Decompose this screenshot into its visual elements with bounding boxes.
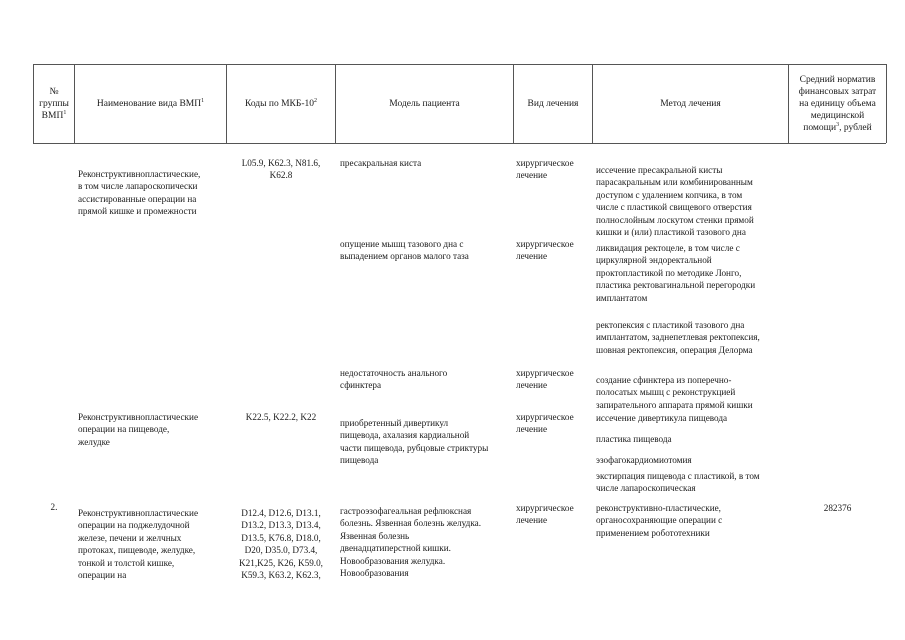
row3-method: реконструктивно-пластические, органосохраняющие операции с применением робототехники: [596, 503, 723, 538]
row1-method-2a: ликвидация ректоцеле, в том числе с циркулярной эндоректальной проктопластикой по методике Лонго, пластика ректовагинальной перегородки имплантатом: [596, 243, 756, 303]
row2-method-4: экстирпация пищевода с пластикой, в том числе лапароскопическая: [596, 471, 760, 494]
header-model: Модель пациента: [389, 98, 460, 109]
row1-method-2b: ректопексия с пластикой тазового дна имплантатом, заднепетлевая ректопексия, шовная ректопексия, операция Делорма: [596, 320, 760, 355]
row1-model-2: опущение мышц тазового дна с выпадением органов малого таза: [340, 239, 469, 262]
row1-method-3: создание сфинктера из поперечно- полосатых мышц с реконструкцией запирательного аппарата прямой кишки: [596, 375, 753, 410]
row2-method-2: пластика пищевода: [596, 434, 672, 444]
header-type: Вид лечения: [527, 98, 579, 109]
row2-method-3: эзофагокардиомиотомия: [596, 455, 692, 465]
row1-name: Реконструктивнопластические, в том числе лапароскопически ассистированные операции на прямой кишке и промежности: [78, 169, 201, 217]
row1-codes: L05.9, K62.3, N81.6, K62.8: [241, 158, 321, 181]
row3-name: Реконструктивнопластические операции на поджелудочной железе, печени и желчных протоках, пищеводе, желудке, тонкой и толстой кишке, операции на: [78, 508, 199, 581]
row3-cost: 282376: [823, 503, 852, 513]
header-method: Метод лечения: [660, 98, 721, 109]
row3-codes: D12.4, D12.6, D13.1, D13.2, D13.3, D13.4, D13.5, K76.8, D18.0, D20, D35.0, D73.4, K21,K25, K26, K59.0, K59.3, K63.2, K62.3,: [239, 508, 323, 581]
row2-method-1: иссечение дивертикула пищевода: [596, 413, 728, 423]
row1-model-1: пресакральная киста: [340, 158, 422, 168]
row1-type-2: хирургическое лечение: [516, 239, 574, 262]
row1-type-1: хирургическое лечение: [516, 158, 574, 181]
col-border: [886, 64, 887, 143]
header-cost: Средний норматив финансовых затрат на единицу объема медицинской помощи$^3$, рублей: [798, 74, 877, 133]
row1-type-3: хирургическое лечение: [516, 368, 574, 391]
table-header-bottom-border: [33, 143, 886, 144]
row1-method-1: иссечение пресакральной кисты парасакральным или комбинированным доступом с удалением копчика, в том числе с пластикой свищевого отверстия полнослойным лоскутом стенки прямой кишки и (или) пластикой тазового дна: [596, 165, 754, 238]
row2-name: Реконструктивнопластические операции на пищеводе, желудке: [78, 412, 199, 447]
header-group: № группы ВМП$^1$: [39, 86, 69, 121]
row3-group: 2.: [50, 502, 58, 512]
row2-codes: K22.5, K22.2, K22: [245, 412, 317, 422]
row2-type: хирургическое лечение: [516, 412, 574, 435]
header-name: Наименование вида ВМП$^1$: [96, 97, 205, 109]
row2-model: приобретенный дивертикул пищевода, ахалазия кардиальной части пищевода, рубцовые стриктуры пищевода: [340, 418, 489, 466]
row3-type: хирургическое лечение: [516, 503, 574, 526]
row3-model: гастроэзофагеальная рефлюксная болезнь. Язвенная болезнь желудка. Язвенная болезнь двенадцатиперстной кишки. Новообразования желудка. Новообразования: [340, 506, 482, 579]
header-codes: Коды по МКБ-$10^2$: [244, 97, 318, 109]
row1-model-3: недостаточность анального сфинктера: [340, 368, 448, 391]
